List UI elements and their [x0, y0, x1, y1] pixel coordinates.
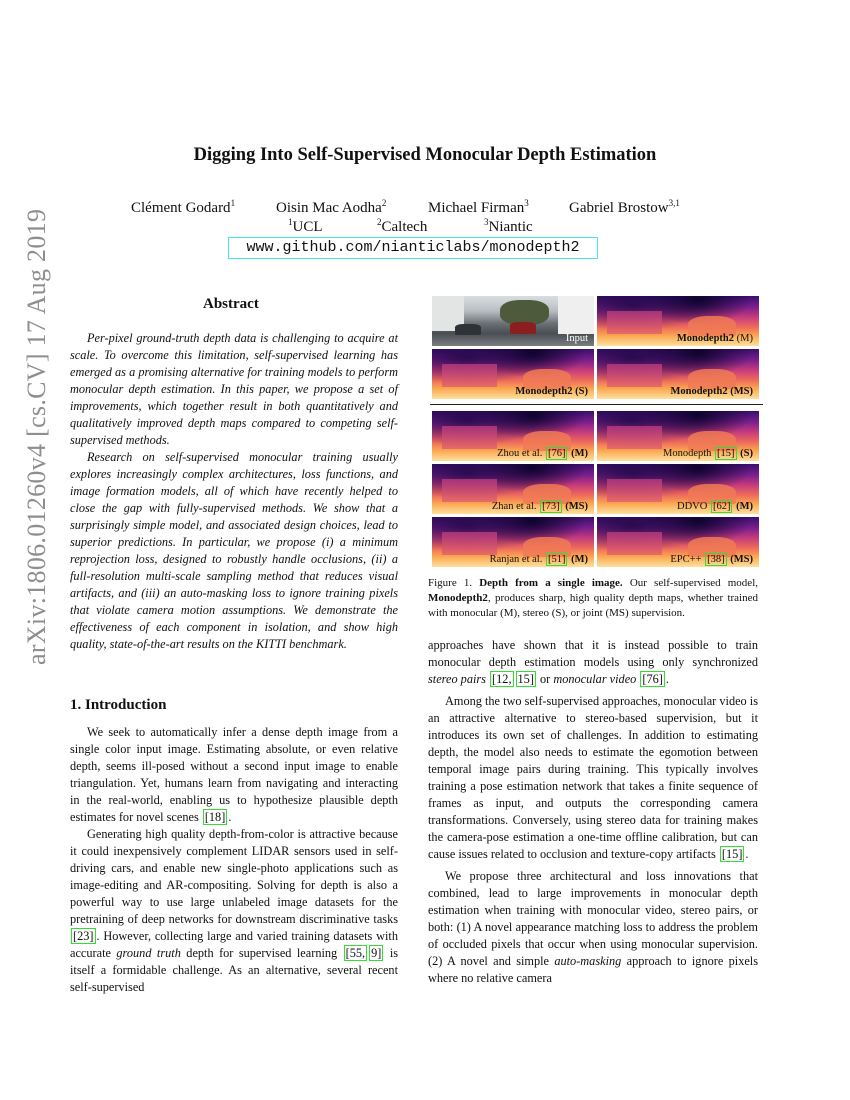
panel-label: Ranjan et al. [51] (M) — [489, 554, 588, 565]
depth-panel-zhan — [432, 464, 594, 514]
author-3: Michael Firman$^3$ — [428, 198, 529, 216]
depth-panel-ranjan — [432, 517, 594, 567]
intro-body — [70, 724, 398, 996]
depth-panel-ddvo — [597, 464, 759, 514]
intro-paragraph-1: We seek to automatically infer a dense depth image from a single color input image. Estimating absolute, or even relative depth, seems ill-posed without a second input image to enable triangulation. Yet, humans learn from navigating and interacting in the real-world, enabling us to hypothesize plausible depth estimates for novel scenes [18] . — [70, 725, 398, 824]
panel-label: Monodepth [15] (S) — [662, 448, 753, 459]
citation-link[interactable]: [23] — [73, 929, 94, 943]
figure-caption: Figure 1. Depth from a single image. Our self-supervised model, Monodepth2, produces sharp, high quality depth maps, whether trained with monocular (M), stereo (S), or joint (MS) supervision. — [428, 577, 758, 619]
depth-panel-epc — [597, 517, 759, 567]
input-image — [432, 296, 594, 346]
paper-title: Digging Into Self-Supervised Monocular Depth Estimation — [193, 145, 657, 165]
panel-label: Zhan et al. [73] (MS) — [491, 501, 588, 512]
citation-link[interactable]: [62] — [712, 501, 731, 512]
affiliation-3: $^3$Niantic — [484, 217, 533, 235]
depth-panel-zhou — [432, 411, 594, 461]
citation-link[interactable]: [18] — [204, 810, 226, 824]
citation-link[interactable]: 15] — [517, 672, 534, 686]
abstract-heading: Abstract — [203, 296, 259, 312]
citation-link[interactable]: [15] — [717, 448, 735, 459]
citation-link[interactable]: 9] — [371, 946, 382, 960]
right-paragraph-3: We propose three architectural and loss innovations that combined, lead to large improvements in monocular depth estimation when training with monocular video, stereo pairs, or both: (1) A novel appearance matching loss to address the problem of occluded pixels that occur when using monocular supervision. (2) A novel and simple auto-masking approach to ignore pixels where no relative camera — [428, 869, 759, 985]
intro-heading: 1. Introduction — [70, 697, 167, 713]
citation-link[interactable]: [51] — [547, 554, 566, 565]
citation-link[interactable]: [12, — [492, 672, 512, 686]
panel-label: Monodepth2 (MS) — [670, 386, 753, 397]
panel-label: Monodepth2 (S) — [515, 386, 588, 397]
depth-panel-monodepth2-m — [597, 296, 759, 346]
arxiv-stamp: arXiv:1806.01260v4 [cs.CV] 17 Aug 2019 — [22, 208, 51, 665]
affiliation-1: $^1$UCL — [288, 217, 323, 235]
panel-label: Zhou et al. [76] (M) — [497, 448, 588, 459]
depth-panel-monodepth2-s — [432, 349, 594, 399]
depth-panel-monodepth — [597, 411, 759, 461]
citation-link[interactable]: [73] — [542, 501, 560, 512]
panel-label: Monodepth2 (M) — [676, 333, 753, 344]
right-paragraph-2: Among the two self-supervised approaches, monocular video is an attractive alternative to stereo-based supervision, but it introduces its own set of challenges. In addition to estimating depth, the model also needs to estimate the egomotion between temporal image pairs during training. This typically involves training a pose estimation network that takes a finite sequence of frames as input, and outputs the corresponding camera transformations. Conversely, using stereo data for training makes the camera-pose estimation a one-time offline calibration, but can cause issues related to occlusion and texture-copy artifacts [15] . — [428, 694, 758, 861]
github-link[interactable]: www.github.com/nianticlabs/monodepth2 — [228, 237, 598, 259]
citation-link[interactable]: [55, — [345, 946, 366, 960]
author-4: Gabriel Brostow$^{3,1}$ — [569, 198, 680, 216]
citation-link[interactable]: [38] — [707, 554, 725, 565]
figure-separator — [430, 404, 763, 405]
author-2: Oisin Mac Aodha$^2$ — [276, 198, 387, 216]
affiliation-2: $^2$Caltech — [377, 217, 428, 235]
abstract-paragraph-2: Research on self-supervised monocular training usually explores increasingly complex architectures, loss functions, and image formation models, all of which have recently helped to close the gap with fully-supervised methods. We show that a surprisingly simple model, and associated design choices, lead to superior predictions. In particular, we propose (i) a minimum reprojection loss, designed to robustly handle occlusions, (ii) a full-resolution multi-scale sampling method that reduces visual artifacts, and (iii) an auto-masking loss to ignore training pixels that violate camera motion assumptions. We demonstrate the effectiveness of each component in isolation, and show high quality, state-of-the-art results on the KITTI benchmark. — [70, 450, 398, 651]
abstract-paragraph-1: Per-pixel ground-truth depth data is challenging to acquire at scale. To overcome this limitation, self-supervised learning has emerged as a promising alternative for training models to perform monocular depth estimation. In this paper, we propose a set of improvements, which together result in both quantitatively and qualitatively improved depth maps compared to competing self-supervised methods. — [70, 331, 398, 447]
panel-label: EPC++ [38] (MS) — [670, 554, 753, 565]
citation-link[interactable]: [76] — [642, 672, 663, 686]
right-paragraph-1: approaches have shown that it is instead possible to train monocular depth estimation models using only synchronized stereo pairs [12, 15] or monocular video [76] . — [428, 638, 758, 686]
citation-link[interactable]: [15] — [721, 847, 743, 861]
right-column-body — [428, 637, 758, 987]
depth-panel-monodepth2-ms — [597, 349, 759, 399]
intro-paragraph-2: Generating high quality depth-from-color is attractive because it could inexpensively complement LIDAR sensors used in self-driving cars, and enable new single-photo applications such as image-editing and AR-compositing. Solving for depth is also a powerful way to use large unlabeled image datasets for the pretraining of deep networks for downstream discriminative tasks [23] . However, collecting large and varied training datasets with accurate ground truth depth for supervised learning [55, 9] is itself a formidable challenge. As an alternative, several recent self-supervised — [70, 827, 399, 994]
abstract-body — [70, 330, 398, 653]
panel-label: Input — [565, 333, 588, 344]
panel-label: DDVO [62] (M) — [677, 501, 753, 512]
author-1: Clément Godard$^1$ — [131, 198, 236, 216]
citation-link[interactable]: [76] — [547, 448, 566, 459]
